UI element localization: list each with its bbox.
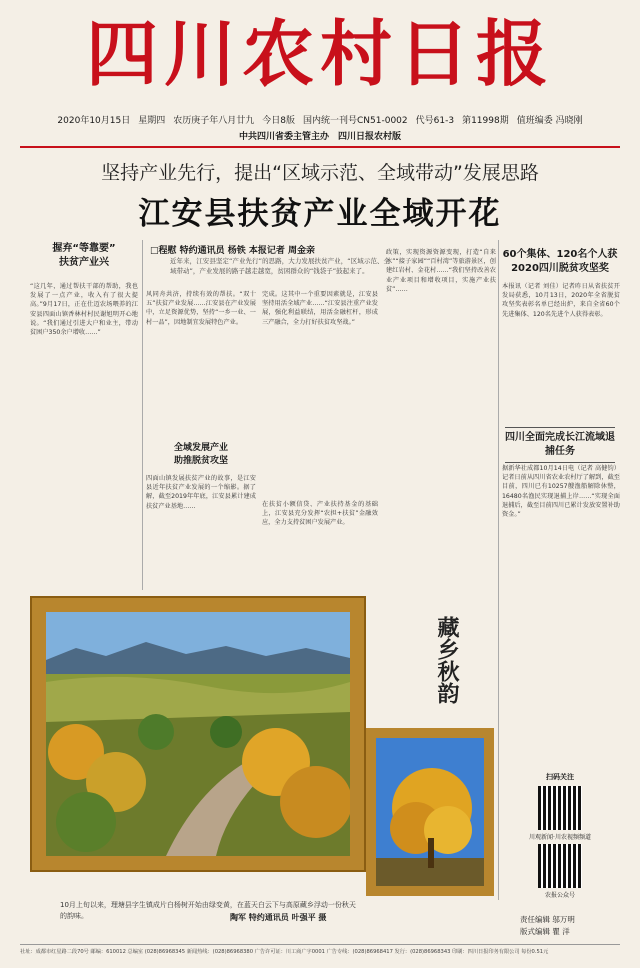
article-byline: □程慰 特约通讯员 杨铁 本报记者 周金亲 <box>150 246 316 256</box>
news-2-body: 据新华社成都10月14日电（记者 高健钧）记者日前从四川省农业农村厅了解到，截至目前，四川已有10257艘渔船解除休整，16480名渔民实现退捕上岸……“实现全面退捕后，截至目前四川已累计发放安置补助资金。” <box>502 465 620 519</box>
page-count: 今日8版 <box>262 115 295 126</box>
responsible-editor: 责任编辑 邬万明 <box>520 915 575 924</box>
duty-editor: 值班编委 冯晓刚 <box>516 115 583 126</box>
issue-date: 2020年10月15日 <box>57 115 131 126</box>
article-column-2: 风同舟共济，持续有效的帮扶。“双十五”扶贫产业发展……江安县在产业发展中，立足资源优势，坚持“一乡一业、一村一品”，因地制宜发展特色产业。 <box>146 291 256 326</box>
photo-credit: 陶军 特约通讯员 叶强平 摄 <box>230 913 327 922</box>
qr-label-2: 农报公众号 <box>544 892 575 899</box>
news-2-title: 四川全面完成长江流域退捕任务 <box>505 427 615 463</box>
article-column-4: 政策，实现资源资源变现，打造“自来水”“接子家园”“百村湾”等旅游景区，创建红岩村、金花村……“我们坚持改善农业产业项目和增收项目，实施产业扶贫”…… <box>386 249 496 293</box>
news-1-body: 本报讯（记者 刘佳）记者昨日从省扶贫开发局获悉，10月13日，2020年全省脱贫攻坚奖表彰名单已经出炉，来自全省60个先进集体、120名先进个人获得表彰。 <box>502 283 620 318</box>
qr-title: 扫码关注 <box>546 773 574 781</box>
weekday: 星期四 <box>138 115 166 126</box>
landscape-photo <box>46 612 350 856</box>
lunar-date: 农历庚子年八月廿九 <box>173 115 255 126</box>
qr-code-2[interactable] <box>538 844 582 888</box>
newspaper-title: 四川农村日报 <box>85 11 554 96</box>
editors <box>520 914 620 938</box>
sidebar-heading-line1: 握弃“等靠要” <box>52 243 116 254</box>
photo-poem-title: 藏乡秋韵 <box>434 616 460 704</box>
article-column-3: 完成。这其中一个重要因素就是，江安县坚持用活全域产业……“江安县注重产业发展，强化利益联结，用活金融杠杆，形成三产融合，全力打好扶贫攻坚战。” <box>262 291 378 326</box>
info-bar <box>0 110 640 128</box>
news-1-title: 60个集体、120名个人获2020四川脱贫攻坚奖 <box>502 249 618 274</box>
masthead <box>0 0 640 108</box>
postal-code: 代号61-3 <box>415 115 455 126</box>
article-headline: 江安县扶贫产业全域开花 <box>138 196 502 232</box>
issue-number: 第11998期 <box>462 115 509 126</box>
layout-editor: 版式编辑 瞿 洋 <box>520 927 570 936</box>
qr-code-1[interactable] <box>538 786 582 830</box>
masthead-rule <box>20 146 620 148</box>
column-divider <box>142 240 143 590</box>
article-kicker: 坚持产业先行，提出“区域示范、全域带动”发展思路 <box>101 162 539 184</box>
qr-label-1: 川观新闻·川农视频频道 <box>529 834 591 841</box>
cn-number: 国内统一刊号CN51-0002 <box>303 115 408 126</box>
footer-info: 社址：成都市红星路二段70号 邮编：610012 总编室 (028)86968345 新闻热线：(028)86968380 广告许可证：川工商广字0001 广告专线：(028)86968417 发行：(028)86968343 印刷：四川日报印务有限公司 每份0.51元 <box>20 944 620 955</box>
article-column-2b: 四面山镇发展扶贫产业的故事，是江安县近年扶贫产业发展的一个缩影。据了解，截至2019年年底，江安县累计建成扶贫产业基地…… <box>146 475 256 510</box>
right-divider <box>498 240 499 900</box>
column-2-subhead: 全域发展产业 助推脱贫攻坚 <box>173 443 228 466</box>
sidebar-heading <box>34 242 134 280</box>
tree-photo <box>376 738 484 886</box>
sidebar-heading-line2: 扶贫产业兴 <box>59 257 109 268</box>
article-column-1: “这几年，通过帮扶干部的帮助，我也发展了一点产业，收入有了很大提高。”9月17日，正在仕迈农场喂养的江安县四面山镇香林村村民谢旭明开心地说。“我们通过引进大户和业主，带动贫困户350余户增收……” <box>30 283 138 337</box>
sponsor-line: 中共四川省委主管主办 四川日报农村版 <box>238 132 401 142</box>
article-column-3b: 在扶贫小额信贷、产业扶持基金的基础上，江安县充分发挥“农担+扶贫”金融效应，全力支持贫困户发展产业。 <box>262 501 378 527</box>
photo-caption: 10月上旬以来，理塘县字生镇成片白杨树开始由绿变黄，在蓝天白云下与高原藏乡浮动一份秋天的韵味。 <box>60 901 356 920</box>
article-lead: 近年来，江安县坚定“产业先行”的思路，大力发展扶贫产业，“区域示范、全域带动”，产业发展的路子越走越宽，贫困群众的“钱袋子”鼓起来了。 <box>170 257 390 275</box>
